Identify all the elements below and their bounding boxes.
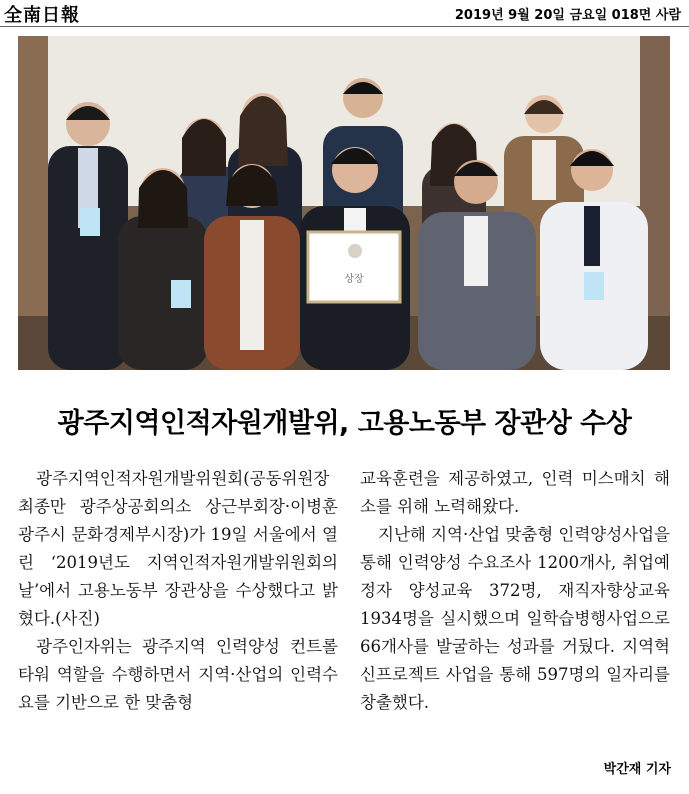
newspaper-logo: 全南日報 xyxy=(4,5,80,26)
article-paragraph: 교육훈련을 제공하였고, 인력 미스매치 해소를 위해 노력해왔다. xyxy=(360,469,670,516)
masthead-divider xyxy=(0,26,689,27)
article-paragraph: 광주인자위는 광주지역 인력양성 컨트롤 타워 역할을 수행하면서 지역·산업의 인력수요를 기반으로 한 맞춤형 xyxy=(18,637,338,712)
article-column-right xyxy=(360,465,670,717)
award-ceremony-photo xyxy=(18,36,670,370)
certificate-label: 상장 xyxy=(344,274,364,285)
group-photo-illustration xyxy=(18,36,670,370)
certificate xyxy=(308,232,400,302)
article-paragraph: 광주지역인적자원개발위원회(공동위원장 최종만 광주상공회의소 상근부회장·이병훈 광주시 문화경제부시장)가 19일 서울에서 열린 ‘2019년도 지역인적자원개발위원회의 날’에서 고용노동부 장관상을 수상했다고 밝혔다.(사진) xyxy=(18,469,338,628)
article-headline: 광주지역인적자원개발위, 고용노동부 장관상 수상 xyxy=(57,408,632,439)
article-byline: 박간재 기자 xyxy=(603,762,671,777)
article-paragraph: 지난해 지역·산업 맞춤형 인력양성사업을 통해 인력양성 수요조사 1200개사, 취업예정자 양성교육 372명, 재직자향상교육 1934명을 실시했으며 일학습병행사업으로 66개사를 발굴하는 성과를 거뒀다. 지역혁신프로젝트 사업을 통해 597명의 일자리를 창출했다. xyxy=(360,525,670,712)
article-column-left xyxy=(18,465,338,717)
masthead xyxy=(0,0,689,24)
issue-date-line: 2019년 9월 20일 금요일 018면 사람 xyxy=(454,8,681,23)
